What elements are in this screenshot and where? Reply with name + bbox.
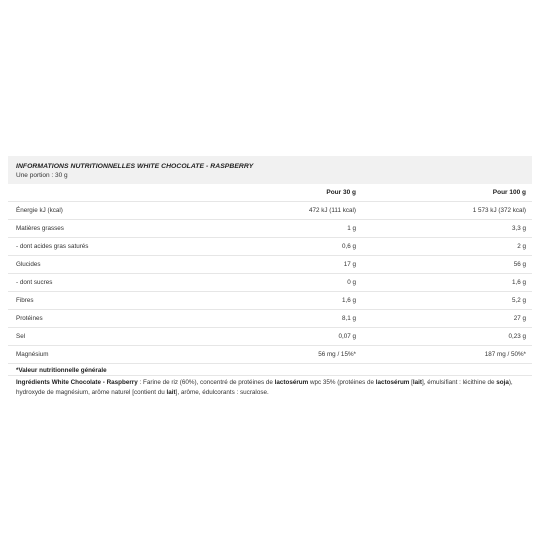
value-per-100g: 187 mg / 50%*	[362, 346, 532, 364]
ingredient-text: ], arôme, édulcorants : sucralose.	[175, 389, 269, 396]
table-header-row	[8, 184, 532, 202]
value-per-100g: 27 g	[362, 310, 532, 328]
ingredient-highlight: lait	[412, 379, 423, 386]
column-header-per100: Pour 100 g	[362, 184, 532, 202]
value-per-30g: 0,07 g	[228, 328, 362, 346]
ingredient-highlight: lactosérum	[274, 379, 309, 386]
table-row	[8, 310, 532, 328]
ingredient-text: ], émulsifiant : lécithine de	[422, 379, 497, 386]
table-row	[8, 220, 532, 238]
value-per-100g: 0,23 g	[362, 328, 532, 346]
nutrient-label: Énergie kJ (kcal)	[8, 202, 228, 220]
value-per-30g: 472 kJ (111 kcal)	[228, 202, 362, 220]
ingredient-highlight: lait	[166, 389, 176, 396]
nutrient-label: - dont sucres	[8, 274, 228, 292]
value-per-100g: 1,6 g	[362, 274, 532, 292]
nutrient-label: Glucides	[8, 256, 228, 274]
column-header-label	[8, 184, 228, 202]
value-per-30g: 1,6 g	[228, 292, 362, 310]
ingredient-highlight: lactosérum	[375, 379, 410, 386]
ingredient-highlight: soja	[496, 379, 509, 386]
nutrient-label: Sel	[8, 328, 228, 346]
table-row	[8, 238, 532, 256]
value-per-100g: 5,2 g	[362, 292, 532, 310]
nutrient-label: Protéines	[8, 310, 228, 328]
ingredient-text: ), hydroxyde de magnésium, arôme naturel [contient du	[16, 379, 513, 396]
nutrient-label: Magnésium	[8, 346, 228, 364]
ingredient-text: : Farine de riz (60%), concentré de protéines de	[137, 379, 275, 386]
value-per-100g: 56 g	[362, 256, 532, 274]
nutrient-label: Fibres	[8, 292, 228, 310]
nutrient-label: - dont acides gras saturés	[8, 238, 228, 256]
value-per-30g: 56 mg / 15%*	[228, 346, 362, 364]
value-per-30g: 17 g	[228, 256, 362, 274]
column-header-per30: Pour 30 g	[228, 184, 362, 202]
nutrient-label: Matières grasses	[8, 220, 228, 238]
value-per-100g: 2 g	[362, 238, 532, 256]
table-row	[8, 346, 532, 364]
nutrition-table	[8, 184, 532, 364]
table-row	[8, 292, 532, 310]
ingredient-text: wpc 35% (protéines de	[308, 379, 376, 386]
portion-size: Une portion : 30 g	[16, 171, 68, 179]
footnote: *Valeur nutritionnelle générale	[8, 364, 532, 376]
value-per-100g: 3,3 g	[362, 220, 532, 238]
table-row	[8, 202, 532, 220]
value-per-30g: 0 g	[228, 274, 362, 292]
value-per-30g: 8,1 g	[228, 310, 362, 328]
table-row	[8, 328, 532, 346]
value-per-30g: 0,6 g	[228, 238, 362, 256]
table-row	[8, 274, 532, 292]
value-per-30g: 1 g	[228, 220, 362, 238]
nutrition-panel	[8, 156, 532, 398]
ingredient-highlight: Ingrédients White Chocolate - Raspberry	[16, 379, 138, 386]
value-per-100g: 1 573 kJ (372 kcal)	[362, 202, 532, 220]
ingredient-text: [	[409, 379, 413, 386]
nutrition-title: INFORMATIONS NUTRITIONNELLES WHITE CHOCOLATE - RASPBERRY	[16, 162, 254, 170]
table-row	[8, 256, 532, 274]
nutrition-header	[8, 156, 532, 184]
ingredients-text	[8, 376, 532, 398]
